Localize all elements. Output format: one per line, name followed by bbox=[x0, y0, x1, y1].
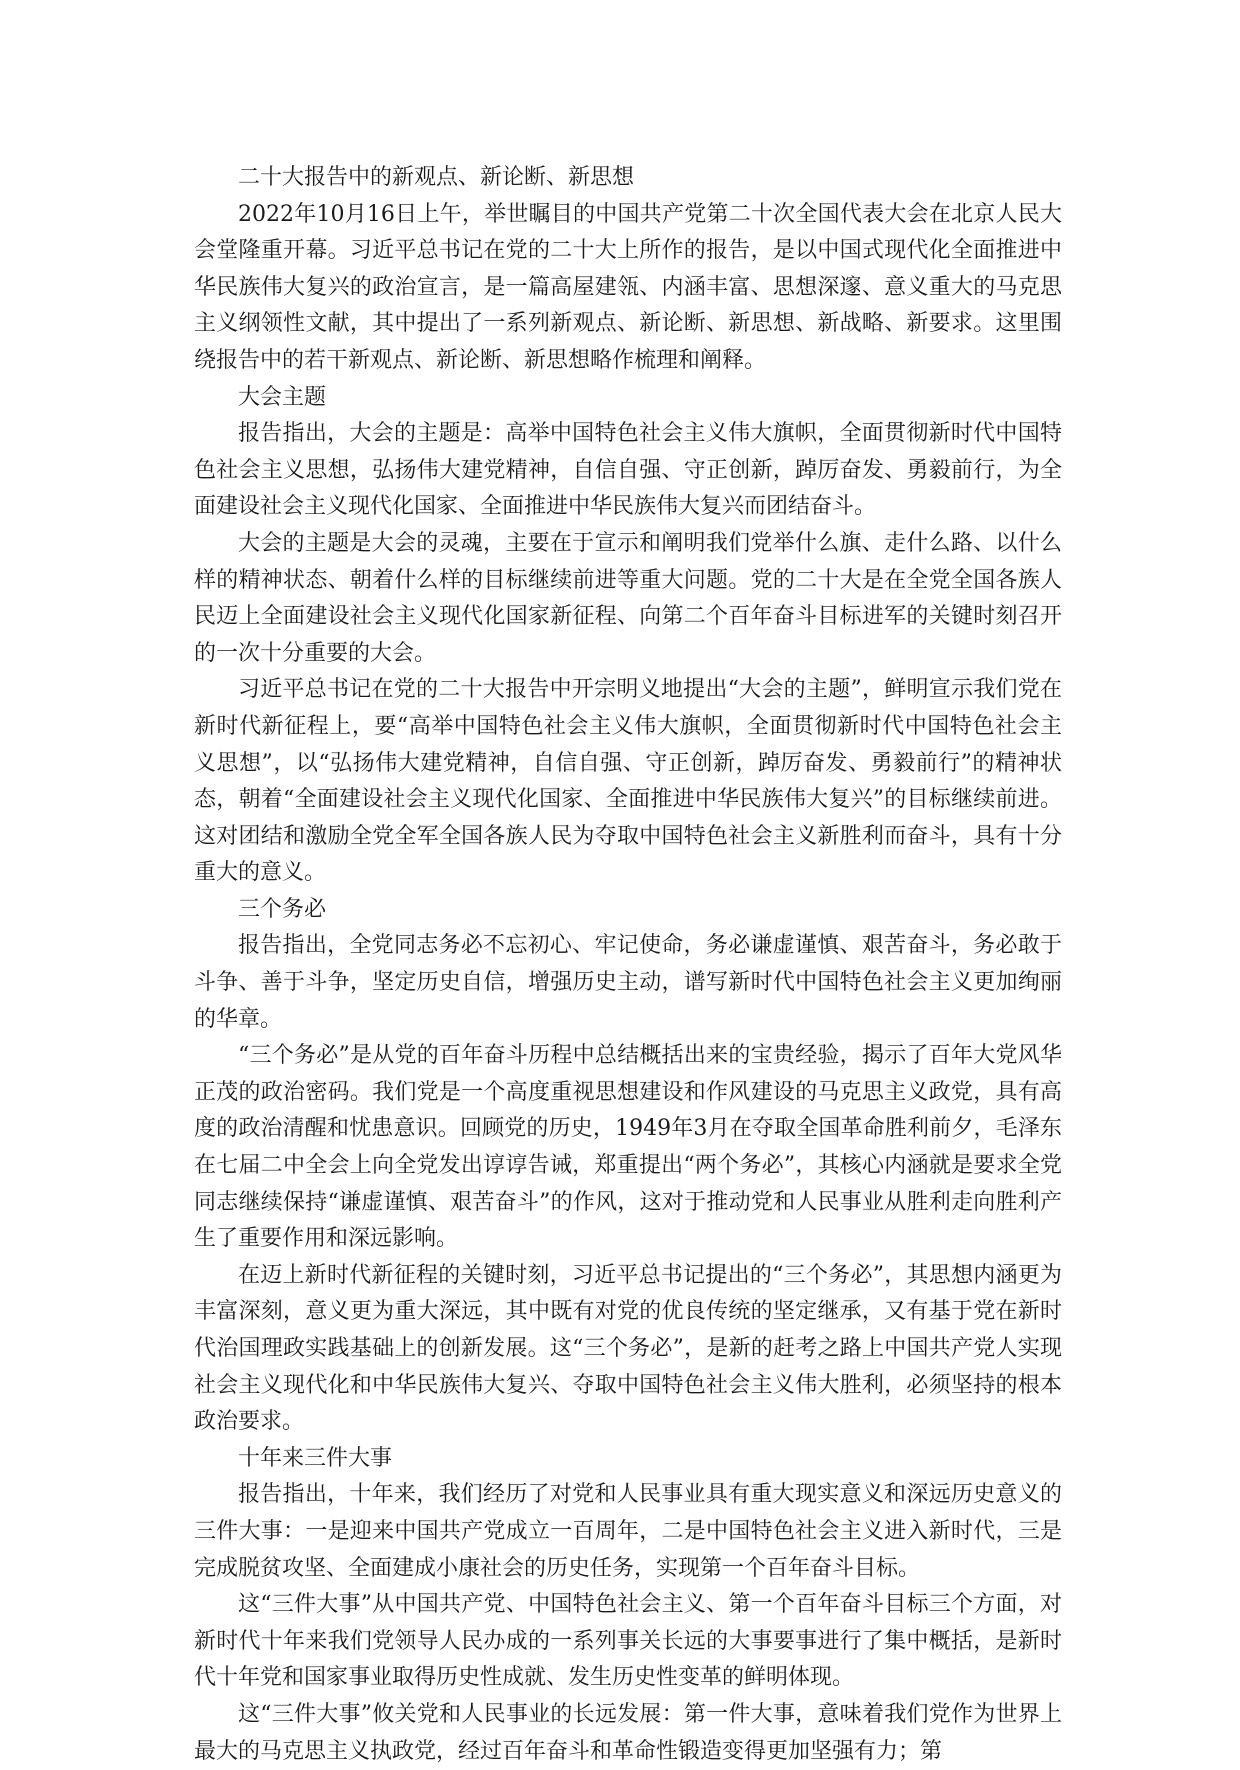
document-page bbox=[194, 160, 1062, 1770]
paragraph: 报告指出，十年来，我们经历了对党和人民事业具有重大现实意义和深远历史意义的三件大事：一是迎来中国共产党成立一百周年，二是中国特色社会主义进入新时代，三是完成脱贫攻坚、全面建成小康社会的历史任务，实现第一个百年奋斗目标。 bbox=[194, 1482, 1062, 1581]
paragraph: “三个务必”是从党的百年奋斗历程中总结概括出来的宝贵经验，揭示了百年大党风华正茂的政治密码。我们党是一个高度重视思想建设和作风建设的马克思主义政党，具有高度的政治清醒和忧患意识。回顾党的历史，1949年3月在夺取全国革命胜利前夕，毛泽东在七届二中全会上向全党发出谆谆告诫，郑重提出“两个务必”，其核心内涵就是要求全党同志继续保持“谦虚谨慎、艰苦奋斗”的作风，这对于推动党和人民事业从胜利走向胜利产生了重要作用和深远影响。 bbox=[194, 1043, 1062, 1252]
section-heading-three-events: 十年来三件大事 bbox=[238, 1445, 393, 1471]
article-title: 二十大报告中的新观点、新论断、新思想 bbox=[238, 165, 635, 190]
paragraph: 这“三件大事”攸关党和人民事业的长远发展：第一件大事，意味着我们党作为世界上最大的马克思主义执政党，经过百年奋斗和革命性锻造变得更加坚强有力；第 bbox=[194, 1701, 1062, 1764]
section-heading-theme: 大会主题 bbox=[238, 384, 327, 410]
paragraph: 在迈上新时代新征程的关键时刻，习近平总书记提出的“三个务必”，其思想内涵更为丰富深刻，意义更为重大深远，其中既有对党的优良传统的坚定继承，又有基于党在新时代治国理政实践基础上的创新发展。这“三个务必”，是新的赶考之路上中国共产党人实现社会主义现代化和中华民族伟大复兴、夺取中国特色社会主义伟大胜利，必须坚持的根本政治要求。 bbox=[194, 1262, 1062, 1435]
section-heading-three-musts: 三个务必 bbox=[238, 896, 327, 922]
paragraph: 报告指出，全党同志务必不忘初心、牢记使命，务必谦虚谨慎、艰苦奋斗，务必敢于斗争、善于斗争，坚定历史自信，增强历史主动，谱写新时代中国特色社会主义更加绚丽的华章。 bbox=[194, 933, 1062, 1032]
paragraph: 大会的主题是大会的灵魂，主要在于宣示和阐明我们党举什么旗、走什么路、以什么样的精神状态、朝着什么样的目标继续前进等重大问题。党的二十大是在全党全国各族人民迈上全面建设社会主义现代化国家新征程、向第二个百年奋斗目标进军的关键时刻召开的一次十分重要的大会。 bbox=[194, 530, 1062, 666]
paragraph: 习近平总书记在党的二十大报告中开宗明义地提出“大会的主题”，鲜明宣示我们党在新时代新征程上，要“高举中国特色社会主义伟大旗帜，全面贯彻新时代中国特色社会主义思想”，以“弘扬伟大建党精神，自信自强、守正创新，踔厉奋发、勇毅前行”的精神状态，朝着“全面建设社会主义现代化国家、全面推进中华民族伟大复兴”的目标继续前进。这对团结和激励全党全军全国各族人民为夺取中国特色社会主义新胜利而奋斗，具有十分重大的意义。 bbox=[194, 677, 1062, 886]
paragraph: 这“三件大事”从中国共产党、中国特色社会主义、第一个百年奋斗目标三个方面，对新时代十年来我们党领导人民办成的一系列事关长远的大事要事进行了集中概括，是新时代十年党和国家事业取得历史性成就、发生历史性变革的鲜明体现。 bbox=[194, 1592, 1062, 1691]
paragraph-intro: 2022年10月16日上午，举世瞩目的中国共产党第二十次全国代表大会在北京人民大会堂隆重开幕。习近平总书记在党的二十大上所作的报告，是以中国式现代化全面推进中华民族伟大复兴的政治宣言，是一篇高屋建瓴、内涵丰富、思想深邃、意义重大的马克思主义纲领性文献，其中提出了一系列新观点、新论断、新思想、新战略、新要求。这里围绕报告中的若干新观点、新论断、新思想略作梳理和阐释。 bbox=[194, 201, 1062, 373]
paragraph: 报告指出，大会的主题是：高举中国特色社会主义伟大旗帜，全面贯彻新时代中国特色社会主义思想，弘扬伟大建党精神，自信自强、守正创新，踔厉奋发、勇毅前行，为全面建设社会主义现代化国家、全面推进中华民族伟大复兴而团结奋斗。 bbox=[194, 421, 1062, 520]
